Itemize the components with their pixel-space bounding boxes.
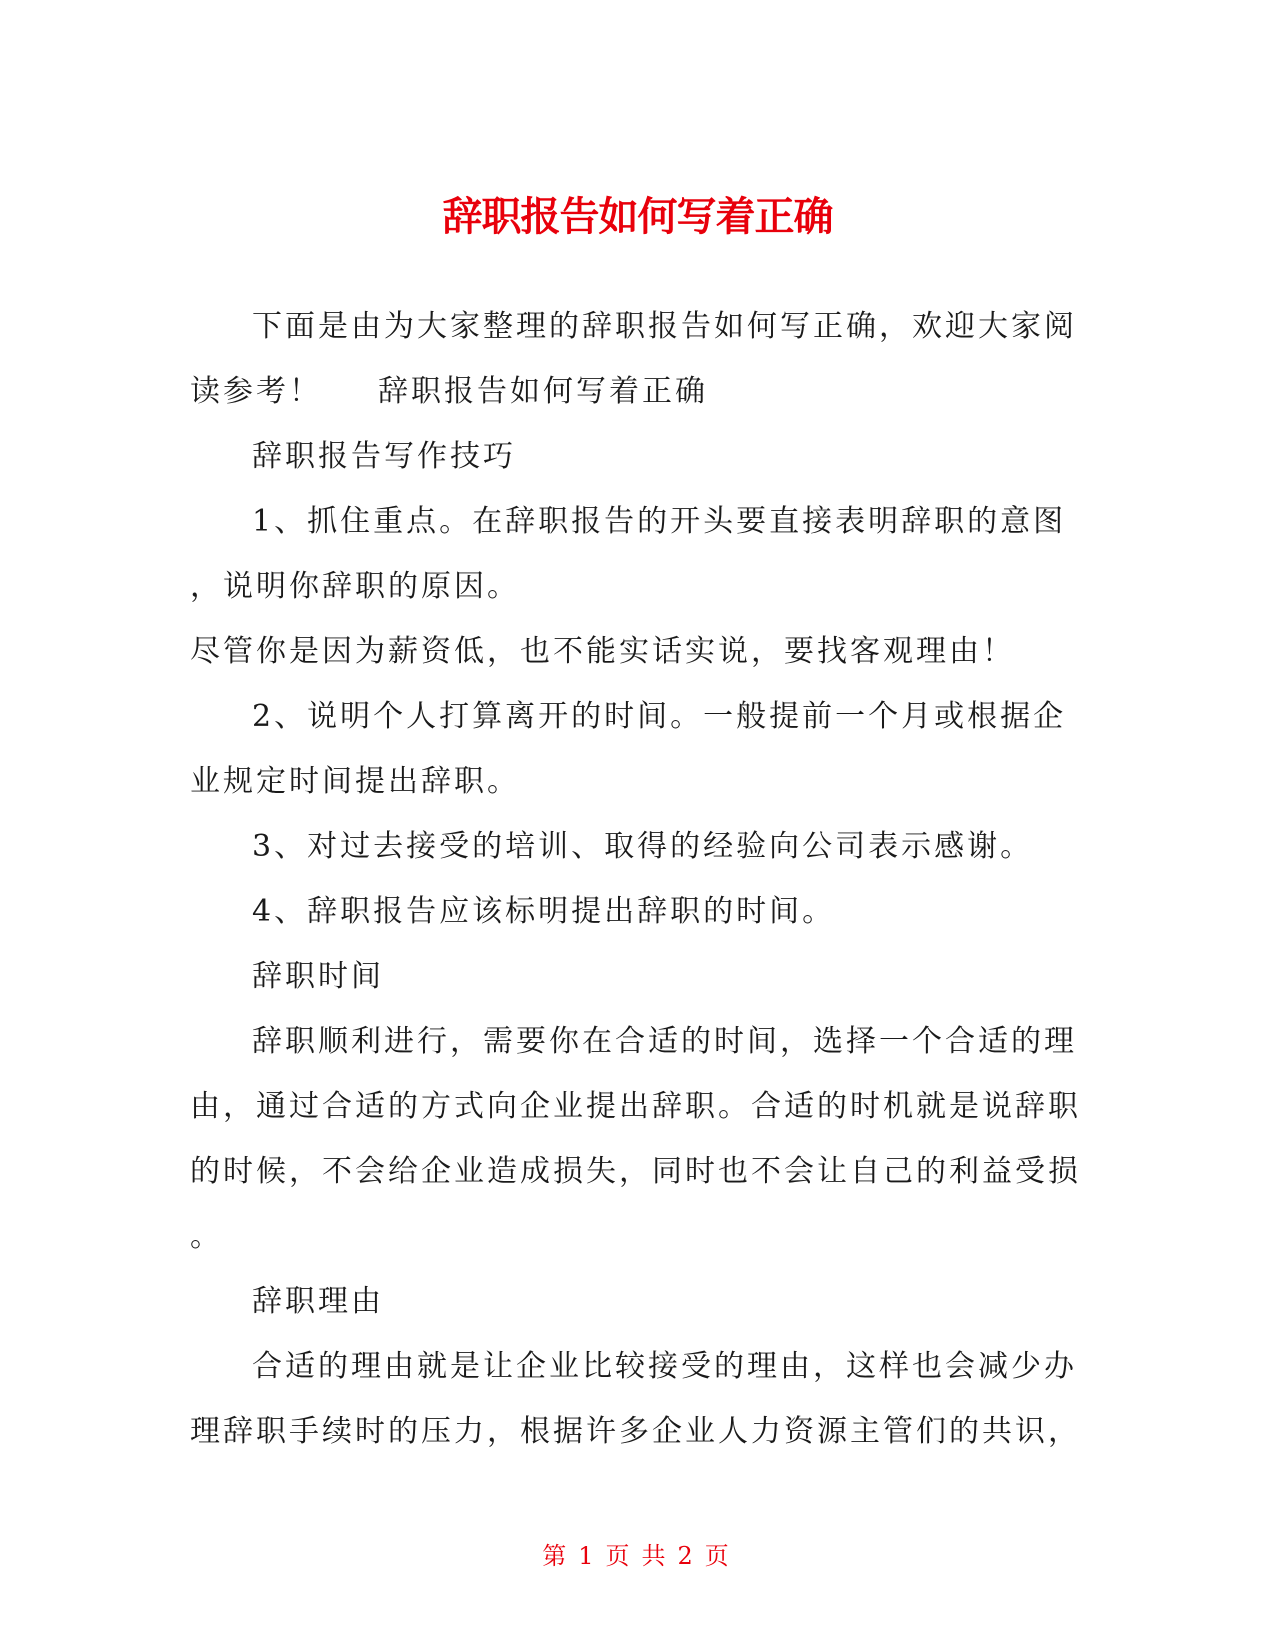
list-item: 2、说明个人打算离开的时间。一般提前一个月或根据企 — [252, 699, 1067, 734]
paragraph-line: 合适的理由就是让企业比较接受的理由，这样也会减少办 — [252, 1349, 1077, 1384]
section-heading: 辞职报告写作技巧 — [252, 439, 516, 474]
list-item: 3、对过去接受的培训、取得的经验向公司表示感谢。 — [252, 829, 1034, 864]
footer-total-unit: 页 — [704, 1542, 733, 1570]
footer-prefix: 第 — [542, 1542, 571, 1570]
paragraph-line: 业规定时间提出辞职。 — [190, 764, 520, 799]
document-title: 辞职报告如何写着正确 — [442, 193, 833, 240]
paragraph-line: 理辞职手续时的压力，根据许多企业人力资源主管们的共识， — [190, 1414, 1081, 1449]
list-item: 4、辞职报告应该标明提出辞职的时间。 — [252, 894, 836, 929]
page-footer — [0, 1540, 1275, 1572]
paragraph-line: ，说明你辞职的原因。 — [190, 569, 520, 604]
footer-total-pages: 2 — [677, 1542, 697, 1570]
document-body — [190, 294, 1090, 1464]
text-span: 读参考！ — [190, 374, 322, 409]
paragraph-line: 辞职顺利进行，需要你在合适的时间，选择一个合适的理 — [252, 1024, 1077, 1059]
section-heading: 辞职理由 — [252, 1284, 384, 1319]
footer-total-prefix: 共 — [641, 1542, 670, 1570]
section-heading: 辞职时间 — [252, 959, 384, 994]
footer-current-page: 1 — [578, 1542, 598, 1570]
paragraph-line: 。 — [190, 1219, 223, 1254]
list-item: 1、抓住重点。在辞职报告的开头要直接表明辞职的意图 — [252, 504, 1067, 539]
paragraph-line: 由，通过合适的方式向企业提出辞职。合适的时机就是说辞职 — [190, 1089, 1081, 1124]
paragraph-line: 尽管你是因为薪资低，也不能实话实说，要找客观理由！ — [190, 634, 1015, 669]
paragraph-line: 的时候，不会给企业造成损失，同时也不会让自己的利益受损 — [190, 1154, 1081, 1189]
text-span: 辞职报告如何写着正确 — [378, 374, 708, 409]
footer-page-unit: 页 — [605, 1542, 634, 1570]
paragraph-line — [190, 359, 1090, 424]
paragraph-line: 下面是由为大家整理的辞职报告如何写正确，欢迎大家阅 — [252, 309, 1077, 344]
